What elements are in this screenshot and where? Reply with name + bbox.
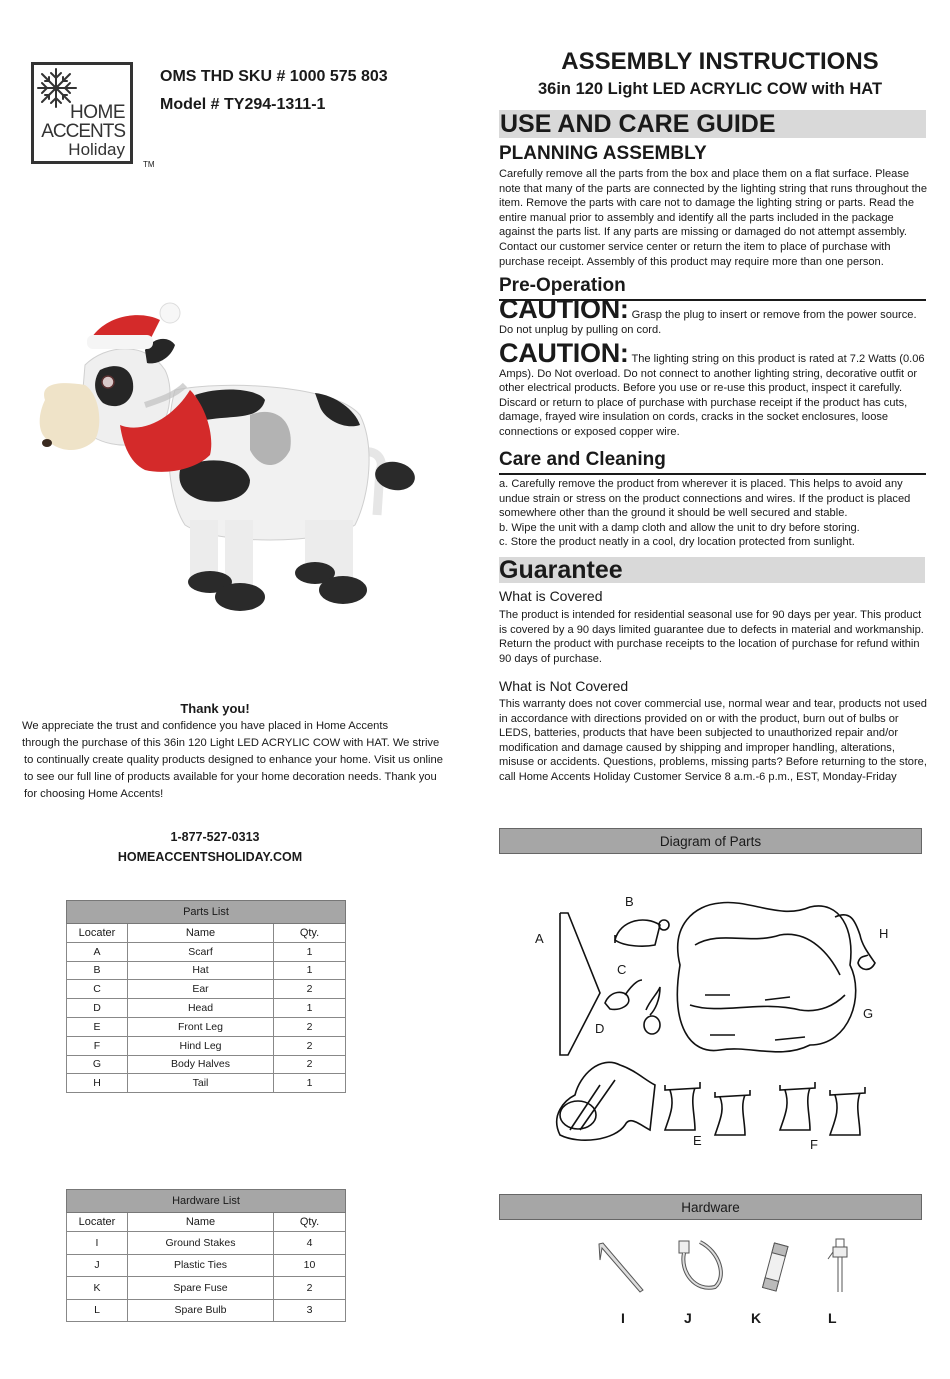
qty-cell: 1 [274,942,346,961]
what-is-covered-text: The product is intended for residential seasonal use for 90 days per year. This product is covered by a 90 days limited guarantee due to defects in material and workmanship. Return the product with purchase receipts to the location of purchase for refund within 90 days of purchase. [499,609,924,665]
diagram-label-c: C [617,962,627,977]
table-row [67,1074,346,1093]
caution-2 [499,338,931,440]
qty-cell: 1 [274,999,346,1018]
product-subtitle: 36in 120 Light LED ACRYLIC COW with HAT [537,80,883,98]
thank-you-line: through the purchase of this 36in 120 Light LED ACRYLIC COW with HAT. We strive [22,737,440,749]
what-is-not-covered-text: This warranty does not cover commercial use, normal wear and tear, products not used in accordance with directions provided on or with the product, burn out of bulbs or LEDS, batteries, products that have been subjected to unauthorized repair and/or modification and damage caused by shipping and improper handling, alterations, misuse or accidents. Questions, problems, missing parts? Before returning to the store, call Home Accents Holiday Customer Service 8 a.m.-6 p.m., EST, Monday-Friday [499,698,927,783]
locater-cell: G [67,1055,128,1074]
locater-cell: K [67,1277,128,1300]
qty-cell: 2 [274,1017,346,1036]
sku-number: OMS THD SKU # 1000 575 803 [160,68,388,85]
table-row [67,980,346,999]
name-cell: Hind Leg [128,1036,274,1055]
ground-stake-icon [595,1240,645,1295]
parts-list-caption: Parts List [67,901,346,924]
name-cell: Hat [128,961,274,980]
bulb-icon [825,1237,855,1295]
hardware-icons [590,1235,880,1295]
locater-cell: C [67,980,128,999]
qty-cell: 2 [274,1036,346,1055]
logo-text-accents: ACCENTS [41,121,125,142]
what-is-covered-heading: What is Covered [499,588,603,604]
thank-you-line: We appreciate the trust and confidence you have placed in Home Accents [22,720,389,732]
column-header-locater: Locater [67,924,128,943]
planning-assembly-text: Carefully remove all the parts from the box and place them on a flat surface. Please note that many of the parts are connected by the lighting string that runs throughout the item. Remove the parts with care not to damage the lighting string or parts. Read the entire manual prior to assembly and identify all the parts included in the package against the parts list. If any parts are missing or damaged do not attempt assembly. Contact our customer service center or return the item to place of purchase with purchase receipt. Assembly of this product may require more than one person. [499,168,927,268]
table-row [67,999,346,1018]
name-cell: Ear [128,980,274,999]
table-row [67,961,346,980]
locater-cell: D [67,999,128,1018]
name-cell: Ground Stakes [128,1232,274,1255]
table-row [67,1232,346,1255]
thank-you-line: to continually create quality products designed to enhance your home. Visit us online [24,754,443,766]
diagram-label-g: G [863,1006,874,1021]
pre-operation-heading: Pre-Operation [499,275,926,301]
locater-cell: B [67,961,128,980]
fuse-icon [760,1240,790,1295]
name-cell: Plastic Ties [128,1254,274,1277]
diagram-label-a: A [535,931,544,946]
caution-text: Grasp the plug to insert or remove from the power source. Do not unplug by pulling on cord. [499,309,917,336]
locater-cell: L [67,1299,128,1322]
support-phone: 1-877-527-0313 [170,830,260,844]
qty-cell: 10 [274,1254,346,1277]
name-cell: Body Halves [128,1055,274,1074]
qty-cell: 2 [274,1055,346,1074]
caution-1 [499,294,931,337]
diagram-label-f: F [810,1137,818,1152]
logo-text-home: HOME [70,102,125,123]
table-row [67,1017,346,1036]
name-cell: Tail [128,1074,274,1093]
column-header-qty: Qty. [274,1213,346,1232]
hardware-list-table [66,1189,346,1322]
hardware-list-caption: Hardware List [67,1190,346,1213]
name-cell: Front Leg [128,1017,274,1036]
home-accents-holiday-logo [31,62,133,164]
caution-text: The lighting string on this product is rated at 7.2 Watts (0.06 Amps). Do Not overload. Do not connect to another lighting string, decorative outfit or other electrical products. Before you use or re-use this product, inspect it carefully. Discard or return to place of purchase with purchase receipt if the product has cuts, damage, frayed wire insulation on cords, cracks in the socket enclosures, loose connections or exposed copper wire. [499,353,925,438]
qty-cell: 1 [274,1074,346,1093]
care-item: a. Carefully remove the product from wherever it is placed. This helps to avoid any undue strain or stress on the product connections and wires. If the product is placed somewhere other than the ground it should be well secured and stable. [499,478,911,520]
care-item: c. Store the product neatly in a cool, dry location protected from sunlight. [499,536,855,549]
name-cell: Scarf [128,942,274,961]
table-row [67,1055,346,1074]
thank-you-message [22,718,467,803]
model-number: Model # TY294-1311-1 [160,96,326,113]
hardware-label-i: I [621,1310,625,1326]
diagram-of-parts-bar: Diagram of Parts [499,828,922,854]
caution-label: CAUTION: [499,338,629,368]
table-row [67,1254,346,1277]
table-row [67,1299,346,1322]
diagram-label-h: H [879,926,889,941]
logo-text-holiday: Holiday [68,140,125,159]
locater-cell: E [67,1017,128,1036]
plastic-tie-icon [675,1237,725,1292]
trademark-mark: TM [143,160,155,169]
parts-list-table [66,900,346,1093]
qty-cell: 4 [274,1232,346,1255]
thank-you-heading: Thank you! [180,701,250,716]
hardware-label-l: L [828,1310,837,1326]
table-row [67,942,346,961]
document-title: ASSEMBLY INSTRUCTIONS [561,48,879,75]
hardware-bar: Hardware [499,1194,922,1220]
what-is-not-covered-heading: What is Not Covered [499,678,629,694]
locater-cell: J [67,1254,128,1277]
qty-cell: 1 [274,961,346,980]
website-link[interactable]: HOMEACCENTSHOLIDAY.COM [117,850,303,864]
parts-diagram [520,885,900,1160]
table-row [67,1277,346,1300]
column-header-name: Name [128,1213,274,1232]
care-item: b. Wipe the unit with a damp cloth and allow the unit to dry before storing. [499,521,860,534]
name-cell: Head [128,999,274,1018]
hardware-label-j: J [684,1310,692,1326]
locater-cell: I [67,1232,128,1255]
diagram-label-d: D [595,1021,605,1036]
diagram-label-e: E [693,1133,702,1148]
name-cell: Spare Fuse [128,1277,274,1300]
name-cell: Spare Bulb [128,1299,274,1322]
locater-cell: A [67,942,128,961]
column-header-name: Name [128,924,274,943]
qty-cell: 2 [274,980,346,999]
qty-cell: 2 [274,1277,346,1300]
locater-cell: H [67,1074,128,1093]
locater-cell: F [67,1036,128,1055]
column-header-locater: Locater [67,1213,128,1232]
use-and-care-banner: USE AND CARE GUIDE [499,110,926,138]
product-image [25,295,445,620]
care-and-cleaning-list [499,477,931,550]
thank-you-line: for choosing Home Accents! [24,788,164,800]
table-row [67,1036,346,1055]
qty-cell: 3 [274,1299,346,1322]
hardware-label-k: K [751,1310,762,1326]
planning-assembly-heading: PLANNING ASSEMBLY [499,143,707,164]
caution-label: CAUTION: [499,294,629,324]
guarantee-banner: Guarantee [499,557,925,583]
diagram-label-b: B [625,894,634,909]
column-header-qty: Qty. [274,924,346,943]
care-and-cleaning-heading: Care and Cleaning [499,449,926,475]
thank-you-line: to see our full line of products available for your home decoration needs. Thank you [24,771,437,783]
